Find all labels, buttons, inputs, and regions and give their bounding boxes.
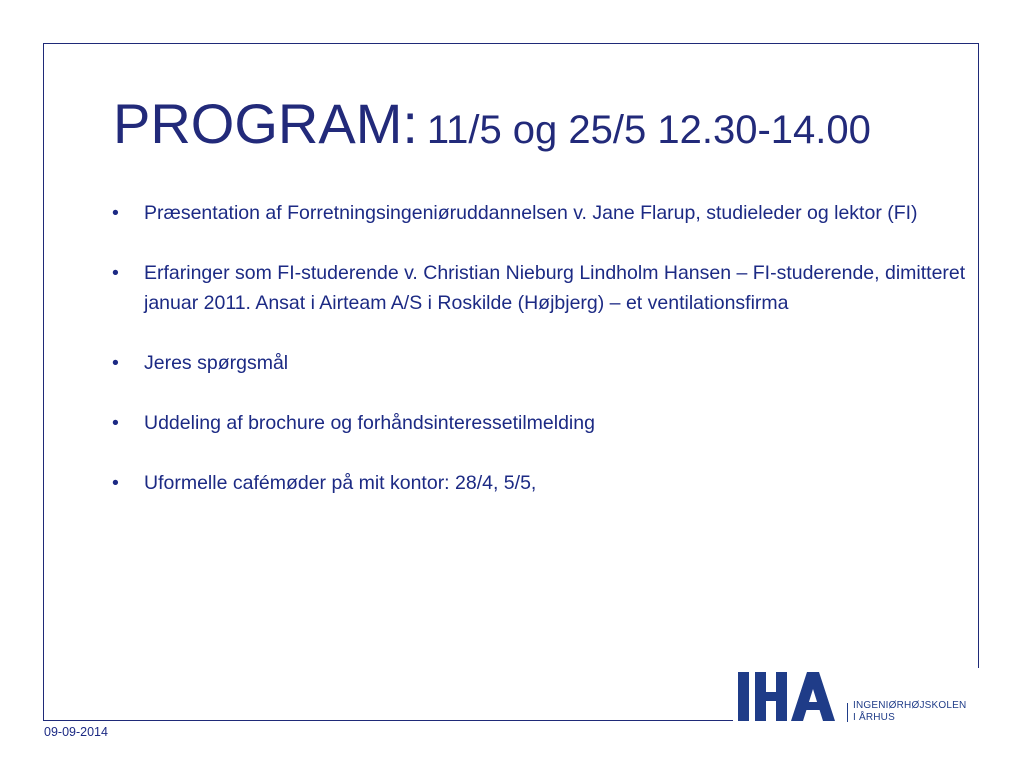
- slide-title: [113, 92, 871, 155]
- bullet-dot: •: [112, 472, 119, 494]
- bullet-text: Erfaringer som FI-studerende v. Christian Nieburg Lindholm Hansen – FI-studerende, dimitteret januar 2011. Ansat i Airteam A/S i Roskilde (Højbjerg) – et ventilationsfirma: [144, 262, 966, 314]
- frame-left-line: [43, 43, 44, 721]
- iha-logo: [735, 670, 985, 724]
- bullet-item: [112, 408, 972, 438]
- footer-date: 09-09-2014: [44, 725, 108, 739]
- bullet-dot: •: [112, 262, 119, 284]
- logo-separator: [847, 703, 848, 722]
- frame-bottom-line: [43, 720, 733, 721]
- logo-text-line2: I ÅRHUS: [853, 712, 895, 723]
- iha-logo-mark: [735, 670, 845, 724]
- title-main: PROGRAM:: [113, 92, 418, 155]
- bullet-dot: •: [112, 412, 119, 434]
- logo-text-line1: INGENIØRHØJSKOLEN: [853, 700, 967, 711]
- bullet-text: Uformelle cafémøder på mit kontor: 28/4, 5/5,: [144, 472, 537, 494]
- bullet-text: Jeres spørgsmål: [144, 352, 289, 374]
- bullet-text: Præsentation af Forretningsingeniøruddannelsen v. Jane Flarup, studieleder og lektor (FI): [144, 202, 918, 224]
- title-date-time: 11/5 og 25/5 12.30-14.00: [426, 108, 871, 152]
- bullet-item: [112, 258, 972, 318]
- bullet-dot: •: [112, 352, 119, 374]
- bullet-item: [112, 348, 972, 378]
- bullet-item: [112, 198, 972, 228]
- bullet-item: [112, 468, 972, 498]
- bullet-list: [112, 198, 972, 528]
- bullet-dot: •: [112, 202, 119, 224]
- bullet-text: Uddeling af brochure og forhåndsinteressetilmelding: [144, 412, 595, 434]
- logo-text: [853, 700, 966, 724]
- frame-top-line: [43, 43, 979, 44]
- frame-right-line: [978, 43, 979, 668]
